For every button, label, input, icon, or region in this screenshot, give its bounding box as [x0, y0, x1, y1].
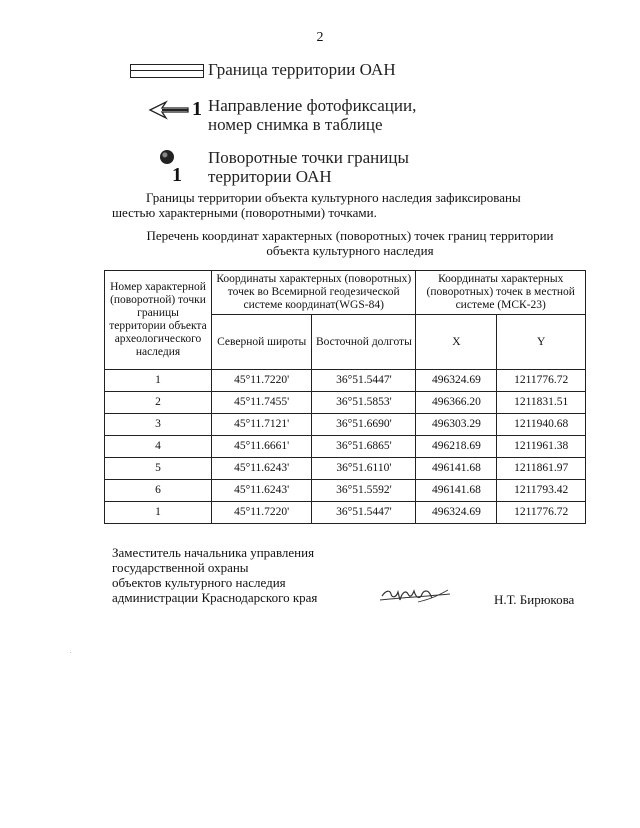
- header-point: Номер характерной (поворотной) точки границы территории объекта археологического наследия: [105, 271, 212, 370]
- table-title: [110, 228, 590, 258]
- cell-lon: 36°51.6690': [312, 414, 416, 436]
- cell-point: 4: [105, 436, 212, 458]
- signer-name: Н.Т. Бирюкова: [494, 592, 575, 607]
- turning-point-icon: [160, 150, 174, 164]
- cell-x: 496141.68: [416, 480, 497, 502]
- legend-points-line1: Поворотные точки границы: [208, 148, 409, 167]
- legend-points-line2: территории ОАН: [208, 167, 332, 186]
- cell-x: 496324.69: [416, 370, 497, 392]
- subheader-lat: Северной широты: [212, 315, 312, 370]
- paragraph-line: Границы территории объекта культурного наследия зафиксированы: [146, 190, 521, 205]
- legend-border-label: Граница территории ОАН: [208, 60, 396, 79]
- signer-title-line: государственной охраны: [112, 560, 249, 575]
- cell-lon: 36°51.5592': [312, 480, 416, 502]
- boundary-paragraph: [112, 190, 592, 220]
- cell-x: 496303.29: [416, 414, 497, 436]
- cell-y: 1211793.42: [497, 480, 586, 502]
- coordinates-table: [104, 270, 586, 524]
- signer-title-line: объектов культурного наследия: [112, 575, 286, 590]
- table-row: [105, 370, 586, 392]
- cell-x: 496141.68: [416, 458, 497, 480]
- cell-lon: 36°51.5447': [312, 502, 416, 524]
- cell-lat: 45°11.6243': [212, 458, 312, 480]
- cell-lat: 45°11.6661': [212, 436, 312, 458]
- cell-x: 496218.69: [416, 436, 497, 458]
- legend-points: [130, 148, 409, 186]
- cell-point: 2: [105, 392, 212, 414]
- cell-point: 6: [105, 480, 212, 502]
- cell-lat: 45°11.7220': [212, 370, 312, 392]
- arrow-left-icon: [148, 100, 190, 120]
- border-line-symbol: [130, 60, 208, 74]
- subheader-lon: Восточной долготы: [312, 315, 416, 370]
- cell-point: 1: [105, 370, 212, 392]
- handwritten-signature: [378, 582, 454, 608]
- table-title-line: Перечень координат характерных (поворотных) точек границ территории: [146, 228, 554, 243]
- points-number: 1: [172, 164, 182, 186]
- signer-title-line: Заместитель начальника управления: [112, 545, 315, 560]
- cell-y: 1211776.72: [497, 370, 586, 392]
- cell-y: 1211940.68: [497, 414, 586, 436]
- cell-lat: 45°11.7121': [212, 414, 312, 436]
- cell-x: 496366.20: [416, 392, 497, 414]
- cell-lat: 45°11.6243': [212, 480, 312, 502]
- cell-x: 496324.69: [416, 502, 497, 524]
- header-wgs: Координаты характерных (поворотных) точек во Всемирной геодезической системе координат(WGS-84): [212, 271, 416, 315]
- table-title-line: объекта культурного наследия: [266, 243, 434, 258]
- cell-lat: 45°11.7220': [212, 502, 312, 524]
- table-row: [105, 480, 586, 502]
- scan-speck: [70, 652, 71, 653]
- page-number: 2: [316, 30, 324, 45]
- cell-point: 1: [105, 502, 212, 524]
- signer-block: [112, 545, 317, 605]
- table-row: [105, 392, 586, 414]
- cell-lat: 45°11.7455': [212, 392, 312, 414]
- cell-lon: 36°51.5853': [312, 392, 416, 414]
- cell-y: 1211861.97: [497, 458, 586, 480]
- table-row: [105, 436, 586, 458]
- table-row: [105, 502, 586, 524]
- cell-y: 1211831.51: [497, 392, 586, 414]
- cell-y: 1211961.38: [497, 436, 586, 458]
- legend-border: [130, 60, 396, 79]
- table-row: [105, 458, 586, 480]
- cell-point: 3: [105, 414, 212, 436]
- cell-point: 5: [105, 458, 212, 480]
- header-msk: Координаты характерных (поворотных) точек в местной системе (МСК-23): [416, 271, 586, 315]
- subheader-y: Y: [497, 315, 586, 370]
- subheader-x: X: [416, 315, 497, 370]
- table-row: [105, 414, 586, 436]
- cell-lon: 36°51.6110': [312, 458, 416, 480]
- cell-lon: 36°51.6865': [312, 436, 416, 458]
- legend-direction: [130, 96, 416, 134]
- paragraph-line: шестью характерными (поворотными) точками.: [112, 205, 377, 220]
- signer-title-line: администрации Краснодарского края: [112, 590, 318, 605]
- cell-lon: 36°51.5447': [312, 370, 416, 392]
- direction-number: 1: [192, 98, 202, 120]
- legend-direction-line1: Направление фотофиксации,: [208, 96, 417, 115]
- legend-direction-line2: номер снимка в таблице: [208, 115, 383, 134]
- cell-y: 1211776.72: [497, 502, 586, 524]
